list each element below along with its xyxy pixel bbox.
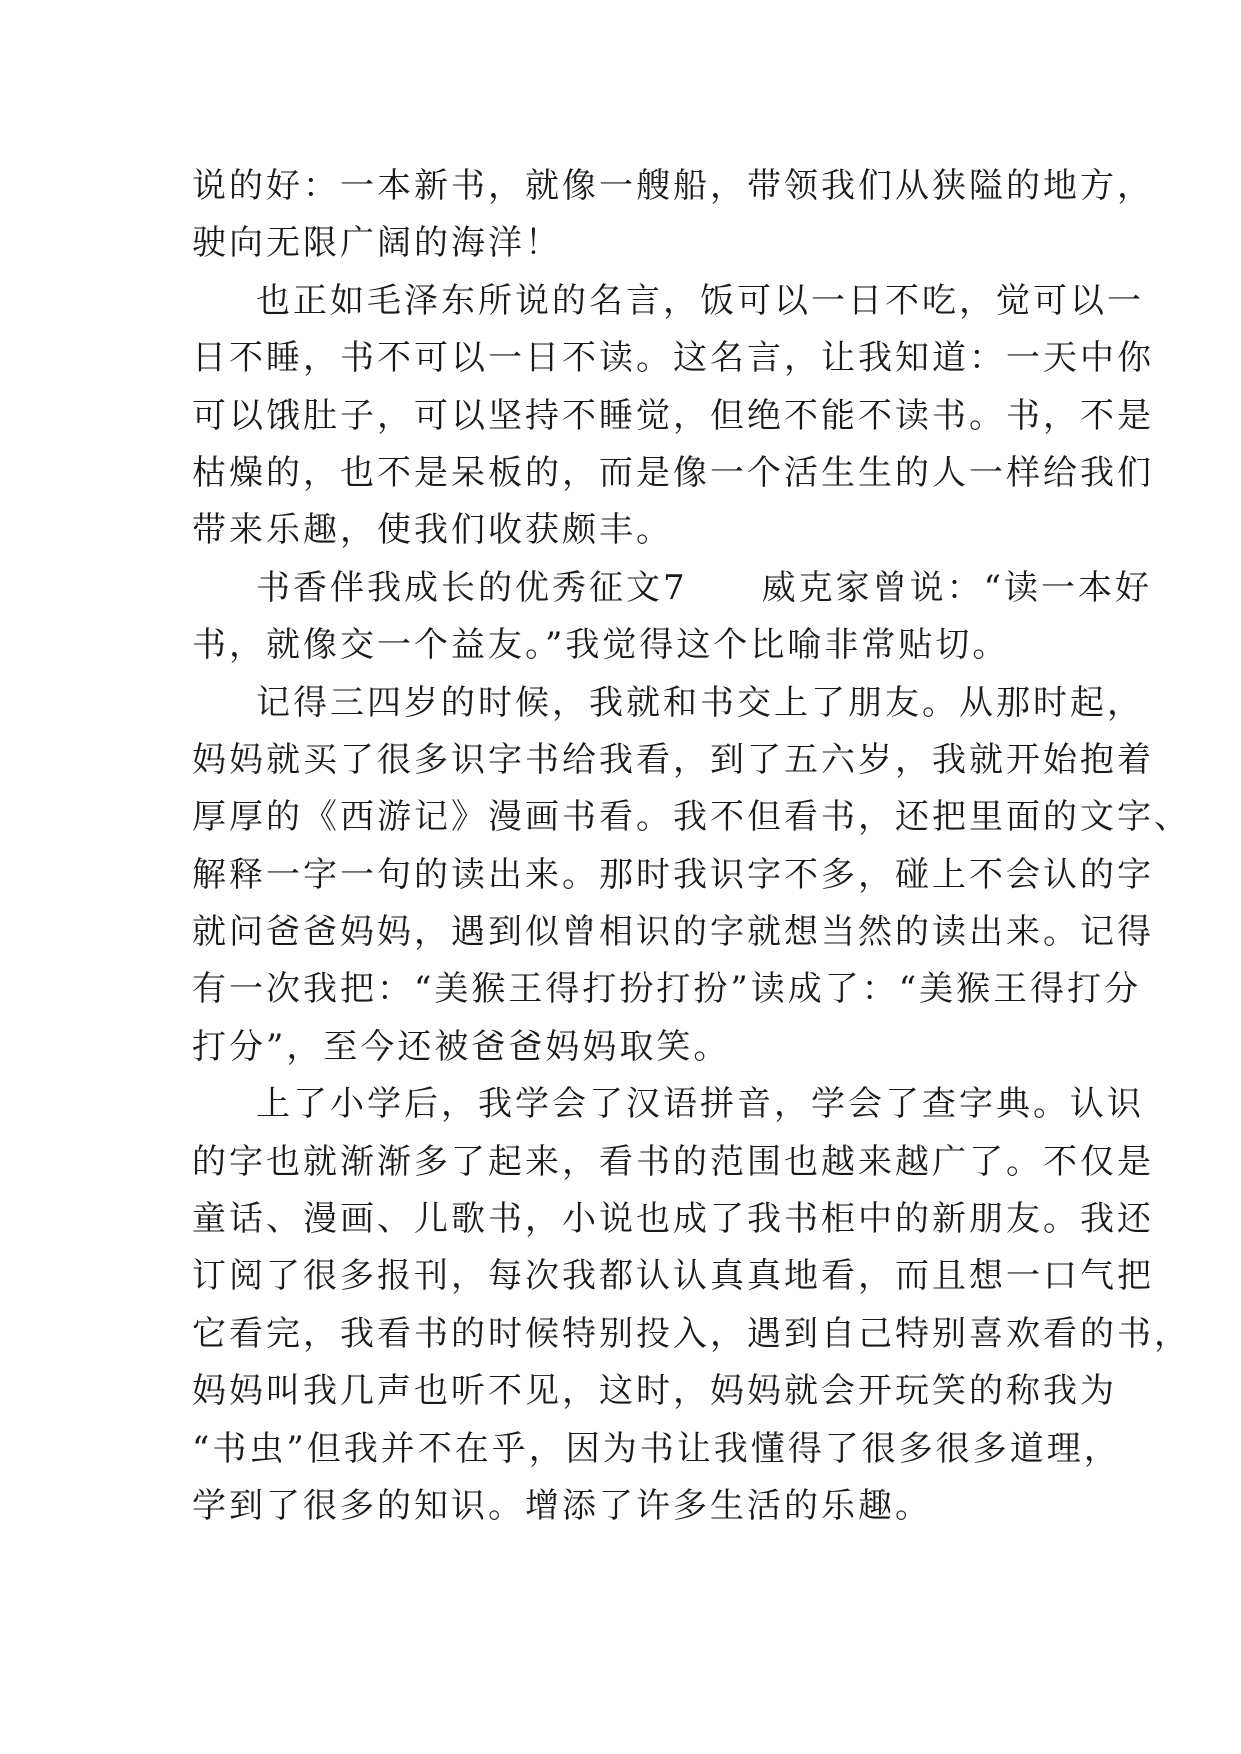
paragraph-first-line: 上了小学后，我学会了汉语拼音，学会了查字典。认识 bbox=[256, 1084, 1144, 1125]
text-line: 它看完，我看书的时候特别投入，遇到自己特别喜欢看的书， bbox=[192, 1313, 1191, 1354]
text-line: 说的好：一本新书，就像一艘船，带领我们从狭隘的地方， bbox=[192, 166, 1154, 206]
text-line: 妈妈叫我几声也听不见，这时，妈妈就会开玩笑的称我为 bbox=[192, 1371, 1117, 1412]
paragraph-first-line: 书香伴我成长的优秀征文7 威克家曾说：“读一本好 bbox=[256, 567, 1153, 608]
text-line: 有一次我把：“美猴王得打扮打扮”读成了：“美猴王得打分 bbox=[192, 969, 1142, 1010]
text-line: “书虫”但我并不在乎，因为书让我懂得了很多很多道理， bbox=[192, 1428, 1121, 1469]
text-line: 枯燥的，也不是呆板的，而是像一个活生生的人一样给我们 bbox=[192, 452, 1154, 493]
text-line: 就问爸爸妈妈，遇到似曾相识的字就想当然的读出来。记得 bbox=[192, 912, 1154, 953]
text-line: 厚厚的《西游记》漫画书看。我不但看书，还把里面的文字、 bbox=[192, 797, 1191, 838]
paragraph-first-line: 也正如毛泽东所说的名言，饭可以一日不吃，觉可以一 bbox=[256, 280, 1144, 321]
text-line: 驶向无限广阔的海洋！ bbox=[192, 223, 562, 264]
text-line: 的字也就渐渐多了起来，看书的范围也越来越广了。不仅是 bbox=[192, 1141, 1154, 1182]
text-line: 打分”，至今还被爸爸妈妈取笑。 bbox=[192, 1026, 731, 1067]
text-line: 解释一字一句的读出来。那时我识字不多，碰上不会认的字 bbox=[192, 854, 1154, 895]
text-line: 学到了很多的知识。增添了许多生活的乐趣。 bbox=[192, 1485, 932, 1526]
text-line: 可以饿肚子，可以坚持不睡觉，但绝不能不读书。书，不是 bbox=[192, 395, 1154, 436]
text-line: 带来乐趣，使我们收获颇丰。 bbox=[192, 510, 673, 551]
body-text bbox=[192, 158, 1191, 1535]
text-line: 日不睡，书不可以一日不读。这名言，让我知道：一天中你 bbox=[192, 338, 1154, 379]
paragraph-first-line: 记得三四岁的时候，我就和书交上了朋友。从那时起， bbox=[256, 682, 1144, 723]
text-line: 订阅了很多报刊，每次我都认认真真地看，而且想一口气把 bbox=[192, 1256, 1154, 1297]
text-line: 妈妈就买了很多识字书给我看，到了五六岁，我就开始抱着 bbox=[192, 739, 1154, 780]
text-line: 书，就像交一个益友。”我觉得这个比喻非常贴切。 bbox=[192, 625, 1010, 666]
text-line: 童话、漫画、儿歌书，小说也成了我书柜中的新朋友。我还 bbox=[192, 1199, 1154, 1240]
